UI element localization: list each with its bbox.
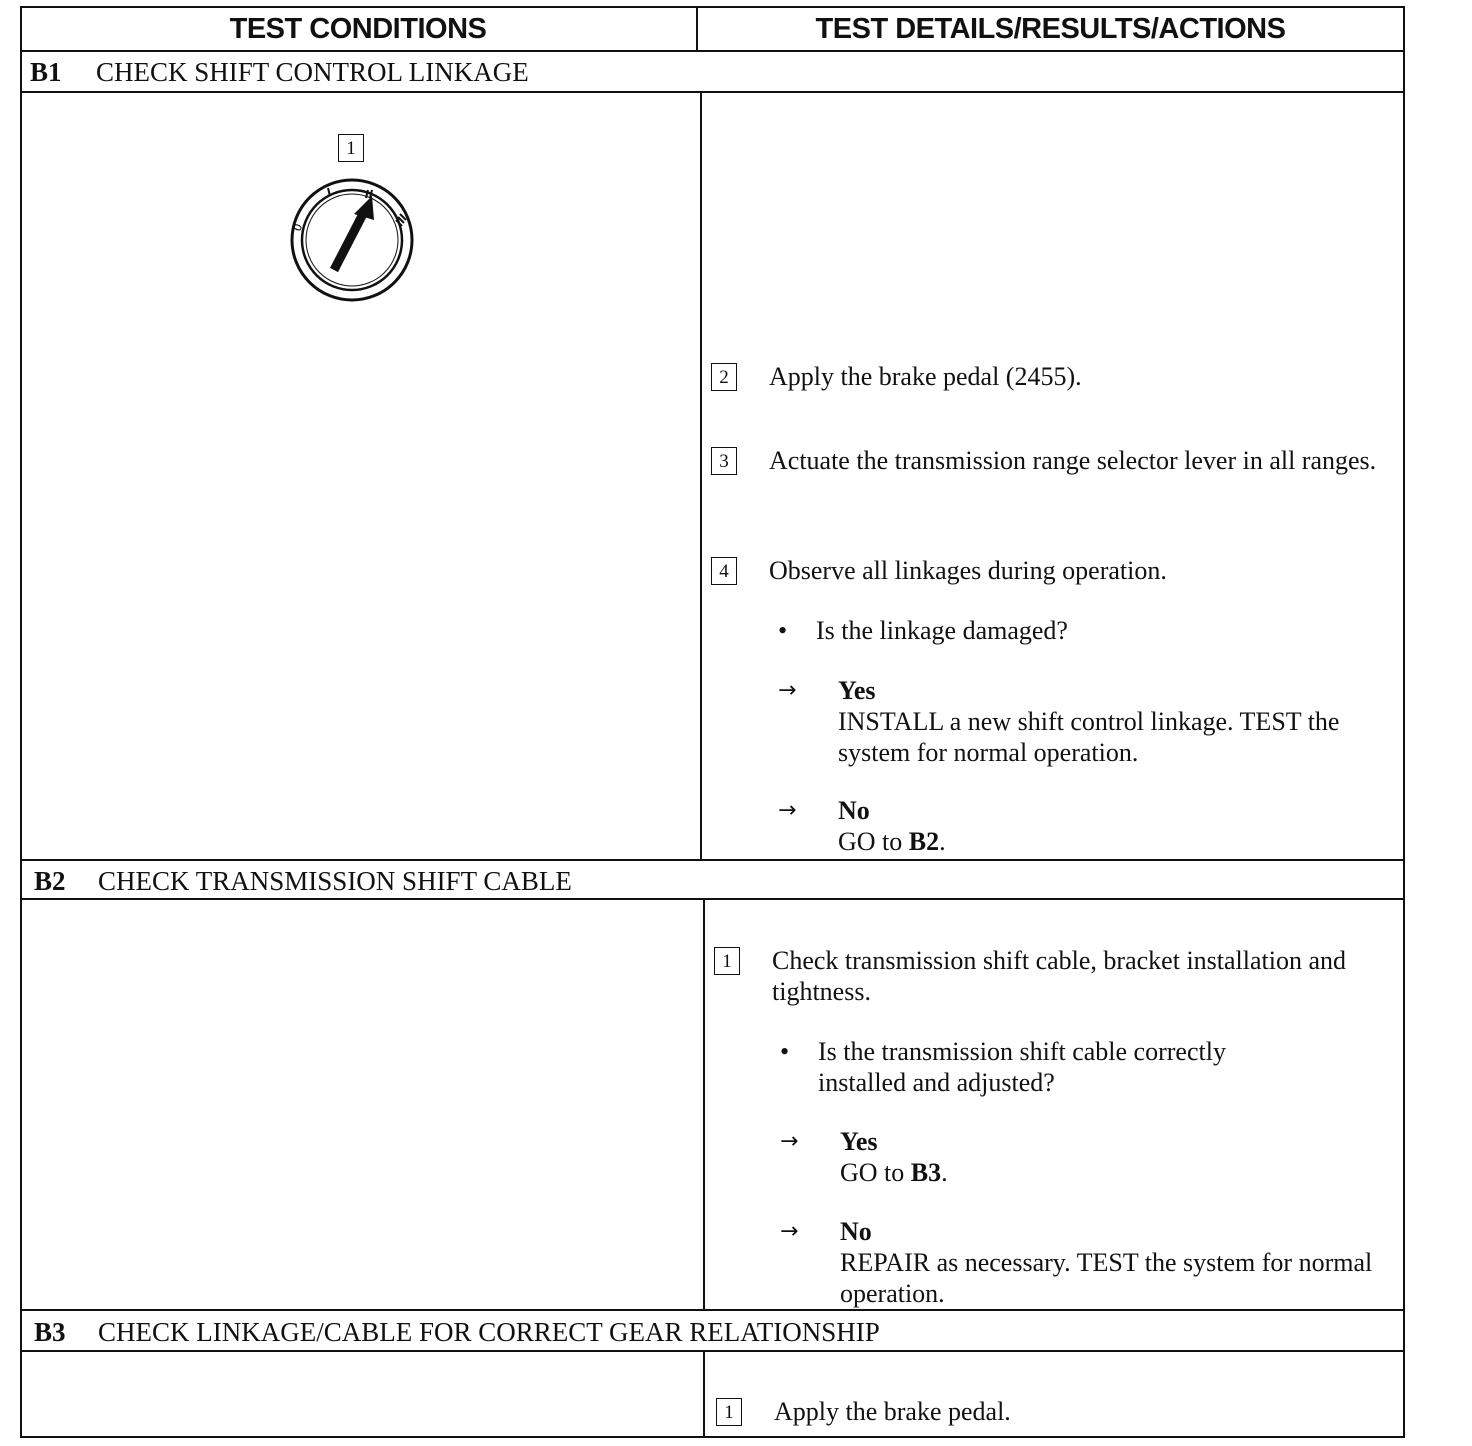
b1-step-2 <box>711 361 1391 392</box>
b3-section-title <box>22 1313 880 1351</box>
arrow-icon: → <box>778 678 797 703</box>
b1-section-title <box>22 53 529 91</box>
no-label: No <box>838 796 870 825</box>
b1-question <box>778 615 1378 646</box>
no-label: No <box>840 1217 872 1246</box>
ignition-switch-figure <box>286 128 426 313</box>
b3-code: B3 <box>34 1316 66 1347</box>
b2-column-divider <box>703 898 705 1310</box>
yes-action-suffix: . <box>941 1158 948 1187</box>
b1-title: CHECK SHIFT CONTROL LINKAGE <box>96 56 529 87</box>
no-action: REPAIR as necessary. TEST the system for normal operation. <box>840 1248 1373 1308</box>
b1-column-divider <box>700 91 702 860</box>
yes-action: INSTALL a new shift control linkage. TEST the system for normal operation. <box>838 707 1340 767</box>
step-number-box: 4 <box>711 557 737 585</box>
step-text: Check transmission shift cable, bracket installation and tightness. <box>772 946 1347 1006</box>
figure-callout-1: 1 <box>338 134 364 162</box>
yes-label: Yes <box>838 676 876 705</box>
b1-title-divider <box>20 91 1405 93</box>
step-number-box: 1 <box>716 1398 742 1426</box>
b2-title: CHECK TRANSMISSION SHIFT CABLE <box>98 865 572 896</box>
yes-label: Yes <box>840 1127 878 1156</box>
question-text: Is the transmission shift cable correctly installed and adjusted? <box>818 1037 1226 1097</box>
b3-column-divider <box>703 1350 705 1438</box>
step-number-box: 1 <box>714 947 740 975</box>
b3-title: CHECK LINKAGE/CABLE FOR CORRECT GEAR RELATIONSHIP <box>98 1316 880 1347</box>
step-text: Actuate the transmission range selector lever in all ranges. <box>769 446 1377 475</box>
yes-action-prefix: GO to <box>840 1158 911 1187</box>
b3-step-1 <box>716 1396 1396 1427</box>
b2-question <box>780 1036 1340 1098</box>
arrow-icon: → <box>780 1219 799 1244</box>
bullet-icon: • <box>778 616 788 645</box>
no-action-ref: B2 <box>908 827 940 856</box>
header-divider <box>20 50 1405 52</box>
no-action-prefix: GO to <box>838 827 909 856</box>
b1-code: B1 <box>30 56 62 87</box>
arrow-icon: → <box>778 798 797 823</box>
step-number-box: 3 <box>711 447 737 475</box>
b2-section-title <box>22 862 572 900</box>
step-text: Observe all linkages during operation. <box>769 556 1167 585</box>
b2-yes-answer <box>780 1126 1390 1188</box>
no-action-suffix: . <box>939 827 946 856</box>
step-number-box: 2 <box>711 363 737 391</box>
b1-yes-answer <box>778 675 1388 768</box>
step-text: Apply the brake pedal. <box>774 1397 1011 1426</box>
svg-text:0: 0 <box>290 222 306 234</box>
yes-action-ref: B3 <box>910 1158 942 1187</box>
bullet-icon: • <box>780 1037 790 1066</box>
test-conditions-header: TEST CONDITIONS <box>229 12 487 45</box>
b1-no-answer <box>778 795 1388 857</box>
question-text: Is the linkage damaged? <box>816 616 1068 645</box>
b1-step-4 <box>711 555 1391 586</box>
step-text: Apply the brake pedal (2455). <box>769 362 1082 391</box>
b2-bottom-divider <box>20 1309 1405 1311</box>
b1-bottom-divider <box>20 859 1405 861</box>
test-details-header: TEST DETAILS/RESULTS/ACTIONS <box>815 12 1286 45</box>
b2-no-answer <box>780 1216 1390 1309</box>
b1-step-3 <box>711 445 1391 476</box>
b2-step-1 <box>714 945 1394 1007</box>
arrow-icon: → <box>780 1129 799 1154</box>
b2-code: B2 <box>34 865 66 896</box>
